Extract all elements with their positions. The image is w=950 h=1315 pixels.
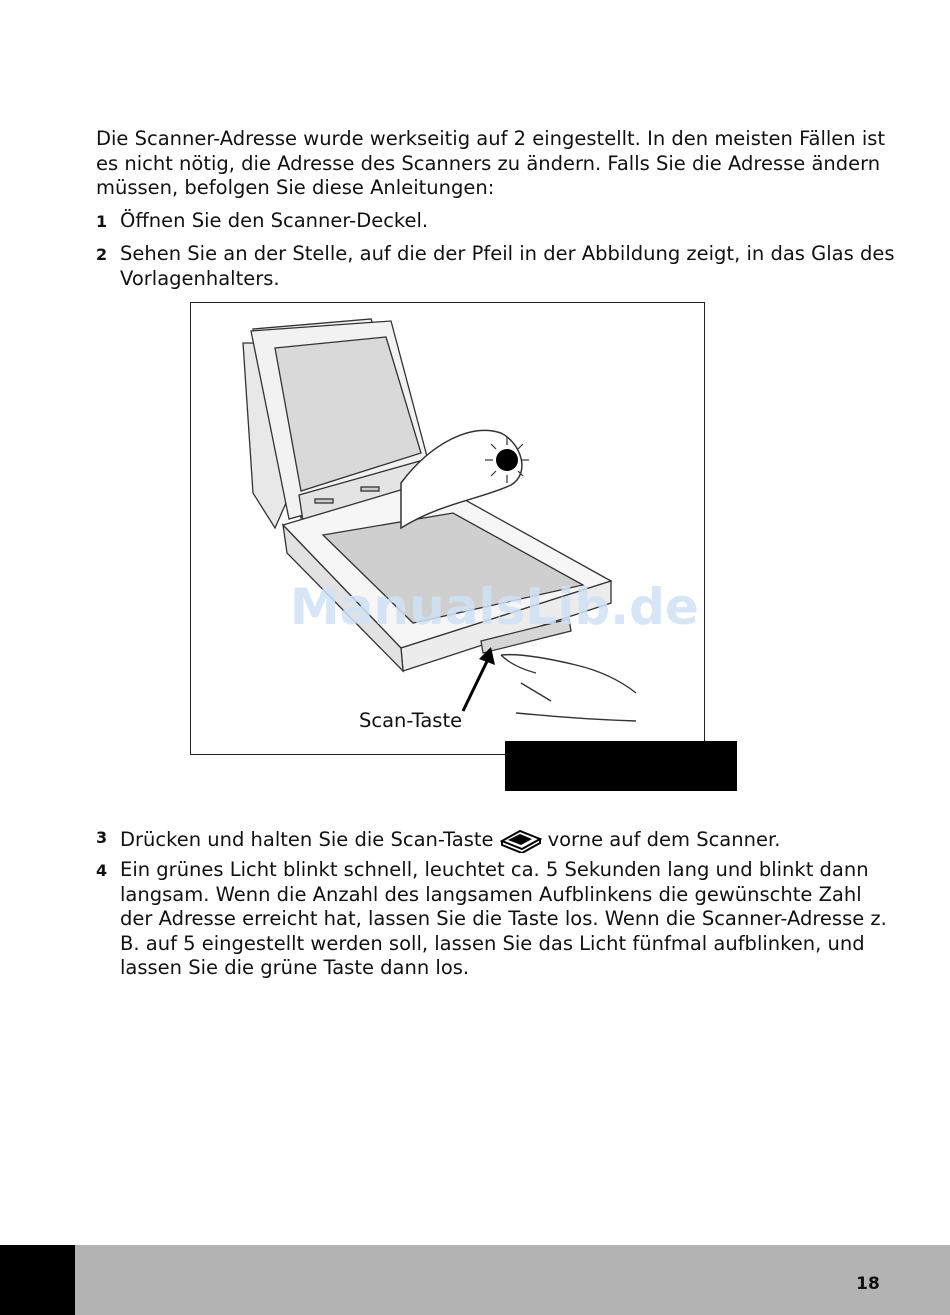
scan-button-callout-label: Scan-Taste <box>359 709 463 732</box>
step-number: 1 <box>96 212 108 231</box>
intro-paragraph: Die Scanner-Adresse wurde werkseitig auf 2 eingestellt. In den meisten Fällen ist es nicht nötig, die Adresse des Scanners zu ändern. Falls Sie die Adresse ändern müssen, befolgen Sie diese Anleitungen: <box>96 127 886 199</box>
step-text-before: Drücken und halten Sie die Scan-Taste <box>120 828 494 851</box>
step-4 <box>96 858 896 981</box>
redaction-block <box>505 741 737 791</box>
watermark: ManualsLib.de <box>290 578 699 636</box>
step-3 <box>96 825 896 853</box>
step-number: 2 <box>96 245 108 264</box>
step-text: Ein grünes Licht blinkt schnell, leuchtet ca. 5 Sekunden lang und blinkt dann langsam. Wenn die Anzahl des langsamen Aufblinkens die gewünschte Zahl der Adresse erreicht hat, lassen Sie die Taste los. Wenn die Scanner-Adresse z. B. auf 5 eingestellt werden soll, lassen Sie das Licht fünfmal aufblinken, und lassen Sie die grüne Taste dann los. <box>120 858 887 979</box>
step-1 <box>96 209 896 234</box>
step-text: Öffnen Sie den Scanner-Deckel. <box>120 209 429 232</box>
footer-bar <box>0 1245 950 1315</box>
hand-icon <box>501 655 636 721</box>
step-text-after: vorne auf dem Scanner. <box>547 828 781 851</box>
step-text: Sehen Sie an der Stelle, auf die der Pfeil in der Abbildung zeigt, in das Glas des Vorlagenhalters. <box>120 242 895 290</box>
footer-marker <box>0 1245 75 1315</box>
step-2 <box>96 242 896 291</box>
step-number: 4 <box>96 861 108 880</box>
scanner-illustration <box>191 303 703 753</box>
step-number: 3 <box>96 828 108 847</box>
scan-button-icon <box>498 825 544 853</box>
scanner-figure <box>190 302 705 755</box>
page-number: 18 <box>856 1274 880 1294</box>
arrow-icon <box>463 647 495 711</box>
